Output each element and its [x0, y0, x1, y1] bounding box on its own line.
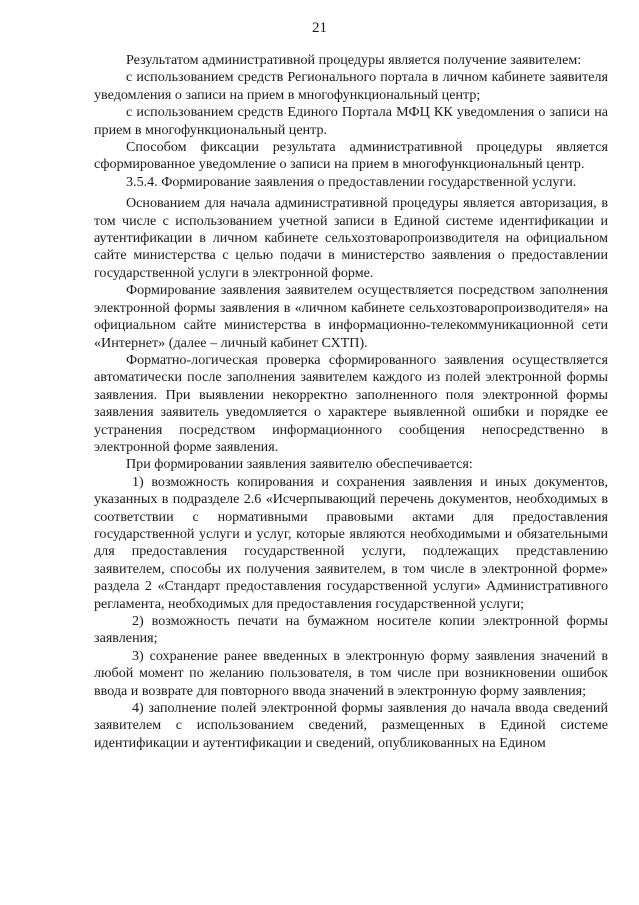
- section-heading: 3.5.4. Формирование заявления о предоставлении государственной услуги.: [126, 173, 577, 190]
- paragraph: Основанием для начала административной процедуры является авторизация, в том числе с использованием учетной записи в Единой системе идентификации и аутентификации в личном кабинете сельхозтоваропроизводителя на официальном сайте министерства с целью подачи в министерство заявления о предоставлении государственной услуги в электронной форме.: [94, 195, 608, 281]
- paragraph: Способом фиксации результата административной процедуры является сформированное уведомление о записи на прием в многофункциональный центр.: [94, 139, 608, 173]
- paragraph: Формирование заявления заявителем осуществляется посредством заполнения электронной формы заявления в «личном кабинете сельхозтоваропроизводителя» на официальном сайте министерства в информационно-телекоммуникационной сети «Интернет» (далее – личный кабинет СХТП).: [94, 282, 608, 351]
- paragraph: Форматно-логическая проверка сформированного заявления осуществляется автоматически после заполнения заявителем каждого из полей электронной формы заявления. При выявлении некорректно заполненного поля электронной формы заявления заявитель уведомляется о характере выявленной ошибки и порядке ее устранения посредством информационного сообщения непосредственно в электронной форме заявления.: [94, 351, 608, 455]
- paragraph: Результатом административной процедуры является получение заявителем:: [126, 52, 582, 68]
- document-body: [94, 52, 608, 752]
- paragraph: с использованием средств Единого Портала МФЦ КК уведомления о записи на прием в многофункциональный центр.: [94, 104, 608, 138]
- list-item: 2) возможность печати на бумажном носителе копии электронной формы заявления;: [94, 613, 608, 647]
- paragraph: При формировании заявления заявителю обеспечивается:: [126, 456, 473, 473]
- list-item: 3) сохранение ранее введенных в электронную форму заявления значений в любой момент по желанию пользователя, в том числе при возникновении ошибок ввода и возврате для повторного ввода значений в электронную форму заявления;: [94, 647, 608, 699]
- page-number: 21: [312, 20, 327, 36]
- list-item: 4) заполнение полей электронной формы заявления до начала ввода сведений заявителем с использованием сведений, размещенных в Единой системе идентификации и аутентификации и сведений, опубликованных на Едином: [94, 700, 608, 751]
- list-item: 1) возможность копирования и сохранения заявления и иных документов, указанных в подразделе 2.6 «Исчерпывающий перечень документов, необходимых в соответствии с нормативными правовыми актами для предоставления государственной услуги и услуг, которые являются необходимыми и обязательными для предоставления государственной услуги, подлежащих представлению заявителем, способы их получения заявителем, в том числе в электронной форме» раздела 2 «Стандарт предоставления государственной услуги» Административного регламента, необходимых для предоставления государственной услуги;: [94, 473, 608, 612]
- paragraph: с использованием средств Регионального портала в личном кабинете заявителя уведомления о записи на прием в многофункциональный центр;: [94, 69, 608, 103]
